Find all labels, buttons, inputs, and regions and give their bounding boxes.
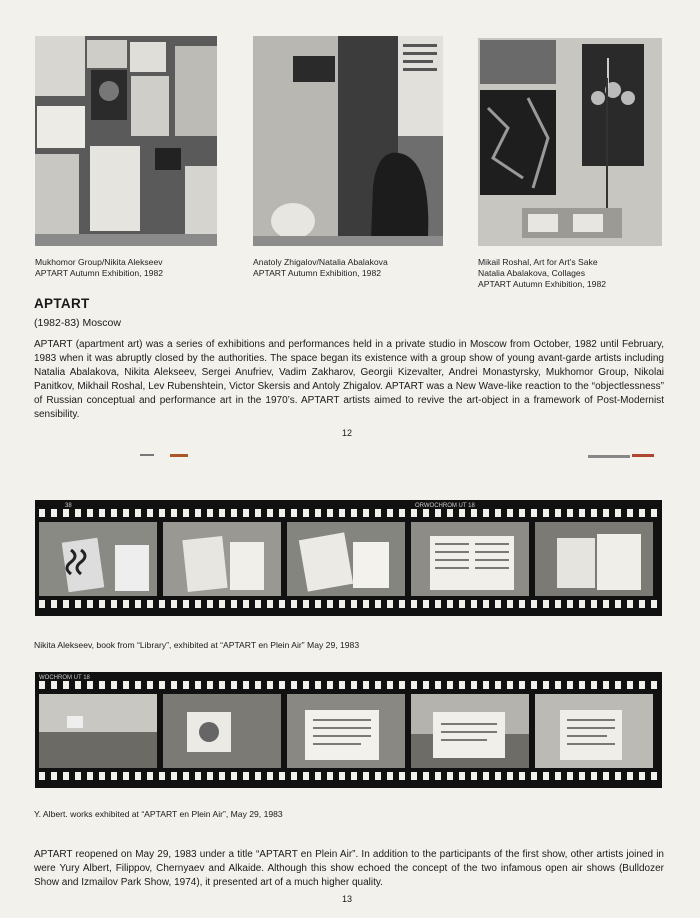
svg-text:ORWOCHROM UT 18: ORWOCHROM UT 18 [415, 503, 475, 509]
caption-line: Mikail Roshal, Art for Art's Sake [478, 257, 598, 267]
caption-line: Anatoly Zhigalov/Natalia Abalakova [253, 257, 388, 267]
page-number-top: 12 [342, 428, 353, 438]
photo-roshal-exhibition [478, 38, 662, 246]
tape-marks [0, 450, 700, 462]
caption-line: APTART Autumn Exhibition, 1982 [35, 268, 164, 278]
svg-text:WOCHROM UT 18: WOCHROM UT 18 [39, 675, 90, 681]
photo-caption-zhigalov [253, 257, 388, 279]
caption-line: APTART Autumn Exhibition, 1982 [253, 268, 382, 278]
photo-caption-roshal [478, 257, 606, 290]
caption-line: Mukhomor Group/Nikita Alekseev [35, 257, 163, 267]
photo-zhigalov-exhibition [253, 36, 443, 246]
film-strip-caption-books: Nikita Alekseev, book from “Library”, exhibited at “APTART en Plein Air” May 29, 1983 [34, 640, 360, 650]
body-paragraph: APTART (apartment art) was a series of exhibitions and performances held in a private studio in Moscow from October, 1982 until February, 1983 when it was abruptly closed by the authorities. The space began its existence with a group show of young avant-garde artists including Natalia Abalakova, Nikita Alekseev, Sergei Anufriev, Vadim Zakharov, Georgii Kizevalter, Andrei Monastyrsky, Mukhomor Group, Nikolai Panitkov, Mikhail Roshal, Lev Rubenshtein, Victor Skersis and Antoly Zhigalov. APTART was a New Wave-like reaction to the “objectlessness” of Russian conceptual and performance art in the 1970’s. APTART artists aimed to revive the art-object in a framework of Post-Modernist sensibility. [34, 339, 664, 421]
caption-line: APTART Autumn Exhibition, 1982 [478, 279, 607, 289]
svg-text:38: 38 [65, 503, 72, 509]
photo-caption-mukhomor [35, 257, 163, 279]
photo-mukhomor-exhibition [35, 36, 217, 246]
film-strip-plein-air [35, 672, 662, 788]
section-subtitle: (1982-83) Moscow [34, 317, 121, 329]
film-strip-caption-plein-air: Y. Albert. works exhibited at “APTART en Plein Air”, May 29, 1983 [34, 809, 283, 819]
section-title: APTART [34, 296, 90, 311]
caption-line: Natalia Abalakova, Collages [478, 268, 586, 278]
closing-paragraph: APTART reopened on May 29, 1983 under a title “APTART en Plein Air”. In addition to the participants of the first show, other artists joined in were Yury Albert, Filippov, Chernyaev and Alkaide. Although this show echoed the concept of the two infamous open air shows (Bulldozer Show and Izmailov Park Show, 1974), it presented art of a much higher quality. [34, 849, 664, 889]
page-number-bottom: 13 [342, 894, 353, 904]
film-strip-books [35, 500, 662, 616]
